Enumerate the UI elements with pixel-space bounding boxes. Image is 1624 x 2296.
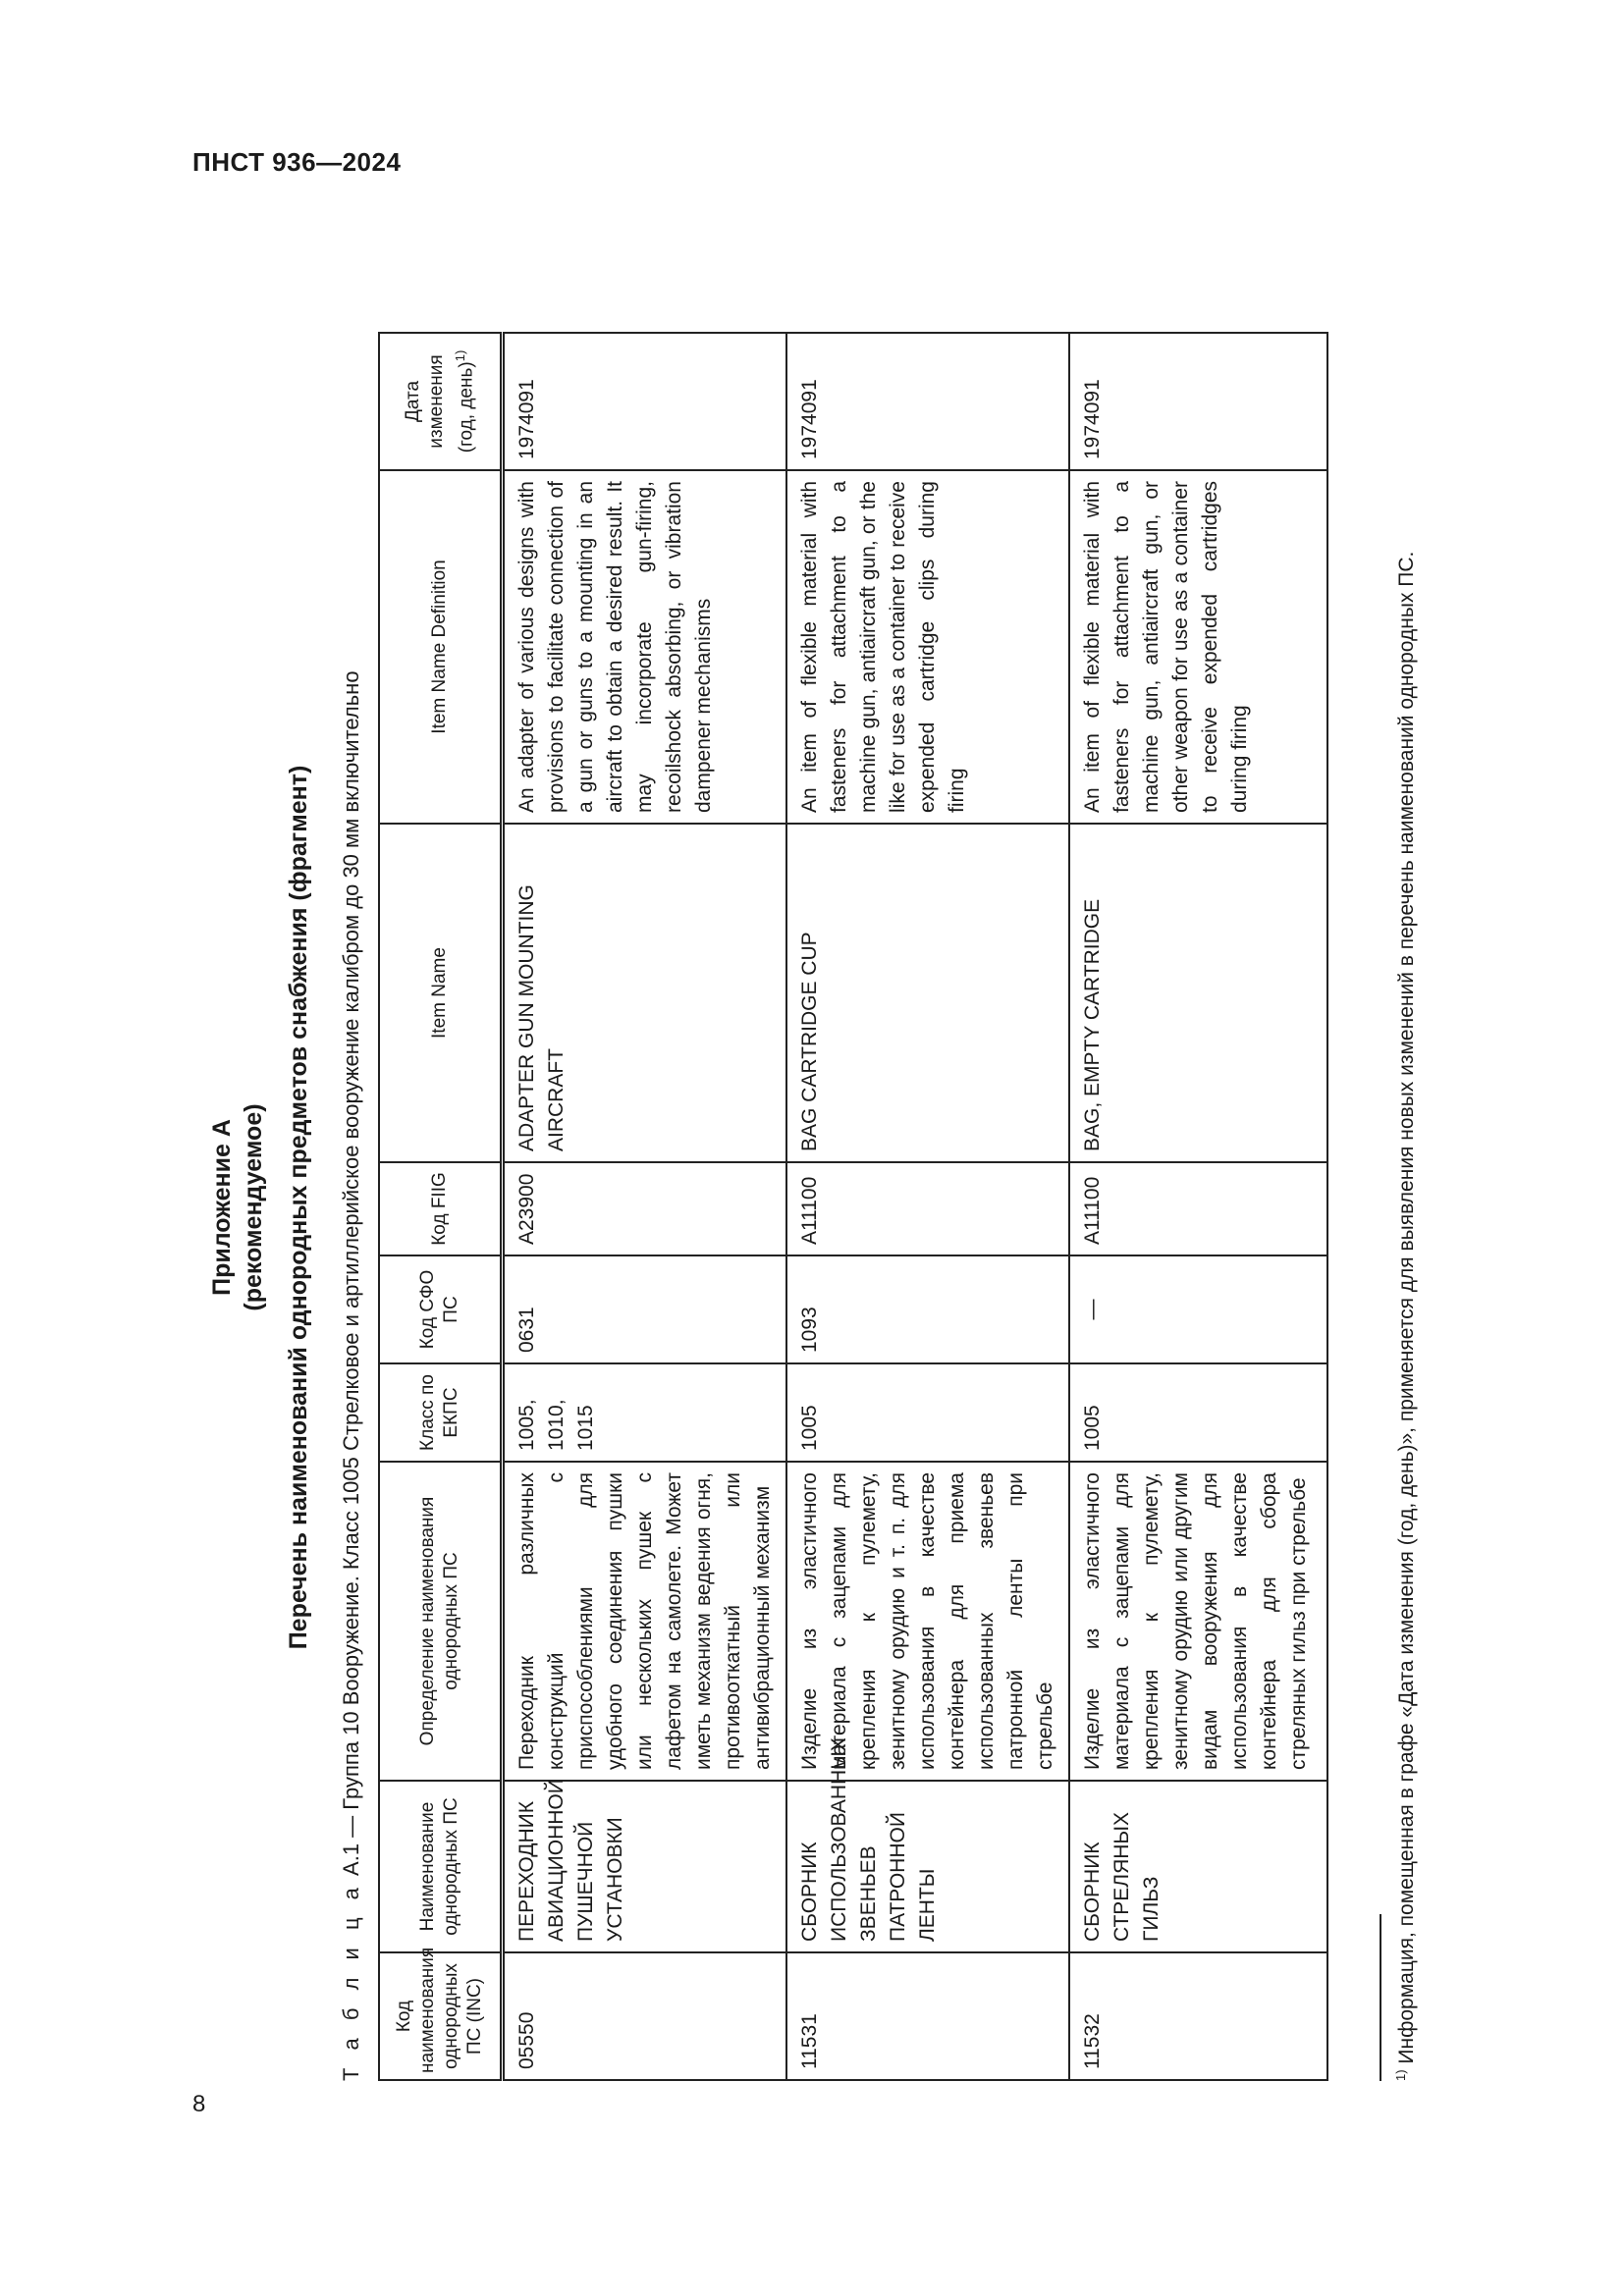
cell-item-definition: An item of flexible material with fasteners for attachment to a machine gun, antiaircraft gun, or the like for use as a container to receive expended cartridge clips during firing [786,470,1069,824]
footnote-divider [1380,1914,1381,2081]
col-header-item-name: Item Name [379,824,503,1162]
cell-sfo: — [1069,1255,1327,1363]
col-header-definition-ru: Определение наименования однородных ПС [379,1462,503,1781]
cell-inc: 05550 [503,1952,787,2080]
col-header-name-ru: Наименование однородных ПС [379,1781,503,1952]
cell-inc: 11532 [1069,1952,1327,2080]
cell-fiig: A11100 [1069,1162,1327,1255]
cell-item-name: ADAPTER GUN MOUNTING AIRCRAFT [503,824,787,1162]
items-table [378,332,1328,2081]
col-header-sfo: Код СФО ПС [379,1255,503,1363]
footnote-text: Информация, помещенная в графе «Дата изменения (год, день)», применяется для выявления новых изменений в перечень наименований однородных ПС. [1395,551,1418,2070]
cell-fiig: A11100 [786,1162,1069,1255]
col-header-fiig: Код FIIG [379,1162,503,1255]
cell-ekps: 1005 [1069,1363,1327,1462]
appendix-heading [206,275,269,2140]
cell-definition-ru: Изделие из эластичного материала с зацепами для крепления к пулемету, зенитному орудию или другим видам вооружения для использования в качестве контейнера для сбора стреляных гильз при стрельбе [1069,1462,1327,1781]
appendix-subtitle: (рекомендуемое) [240,1103,267,1311]
col-header-date-text: Дата изменения (год, день) [402,354,477,454]
table-caption [339,670,364,2081]
footnote [1386,334,1422,2081]
appendix-title: Приложение А [208,1119,236,1296]
document-code: ПНСТ 936—2024 [192,147,402,177]
cell-sfo: 0631 [503,1255,787,1363]
cell-date: 1974091 [503,333,787,470]
cell-ekps: 1005 [786,1363,1069,1462]
rotated-content [177,275,1434,2140]
table-caption-prefix: Т а б л и ц а [339,1882,363,2081]
cell-inc: 11531 [786,1952,1069,2080]
footnote-mark: 1) [1393,2069,1408,2081]
cell-date: 1974091 [1069,333,1327,470]
table-row [503,333,787,2080]
cell-item-definition: An adapter of various designs with provisions to facilitate connection of a gun or guns to a mounting in an aircraft to obtain a desired result. It may incorporate gun-firing, recoilshock absorbing, or vibration dampener mechanisms [503,470,787,824]
col-header-date [379,333,503,470]
col-header-inc: Код наименования однородных ПС (INC) [379,1952,503,2080]
cell-definition-ru: Изделие из эластичного материала с зацепами для крепления к пулемету, зенитному орудию и т. п. для использования в качестве контейнера для приема использованных звеньев патронной ленты при стрельбе [786,1462,1069,1781]
cell-item-definition: An item of flexible material with fasteners for attachment to a machine gun, antiaircraft gun, or other weapon for use as a container to receive expended cartridges during firing [1069,470,1327,824]
table-caption-text: А.1 — Группа 10 Вооружение. Класс 1005 Стрелковое и артиллерийское вооружение калибром до 30 мм включительно [339,670,363,1883]
table-header-row [379,333,503,2080]
list-title: Перечень наименований однородных предметов снабжения (фрагмент) [285,765,312,1650]
cell-date: 1974091 [786,333,1069,470]
cell-item-name: BAG CARTRIDGE CUP [786,824,1069,1162]
col-header-item-definition: Item Name Definition [379,470,503,824]
footnote-ref: 1) [452,349,467,362]
cell-sfo: 1093 [786,1255,1069,1363]
cell-ekps: 1005, 1010, 1015 [503,1363,787,1462]
cell-name-ru: ПЕРЕХОДНИК АВИАЦИОННОЙ ПУШЕЧНОЙ УСТАНОВКИ [503,1781,787,1952]
page-number: 8 [192,2091,206,2117]
cell-item-name: BAG, EMPTY CARTRIDGE [1069,824,1327,1162]
table-row [786,333,1069,2080]
cell-name-ru: СБОРНИК СТРЕЛЯНЫХ ГИЛЬЗ [1069,1781,1327,1952]
col-header-ekps: Класс по ЕКПС [379,1363,503,1462]
cell-fiig: A23900 [503,1162,787,1255]
cell-definition-ru: Переходник различных конструкций с приспособлениями для удобного соединения пушки или нескольких пушек с лафетом на самолете. Может иметь механизм ведения огня, противооткатный или антивибрационный механизм [503,1462,787,1781]
cell-name-ru: СБОРНИК ИСПОЛЬЗОВАННЫХ ЗВЕНЬЕВ ПАТРОННОЙ ЛЕНТЫ [786,1781,1069,1952]
table-row [1069,333,1327,2080]
